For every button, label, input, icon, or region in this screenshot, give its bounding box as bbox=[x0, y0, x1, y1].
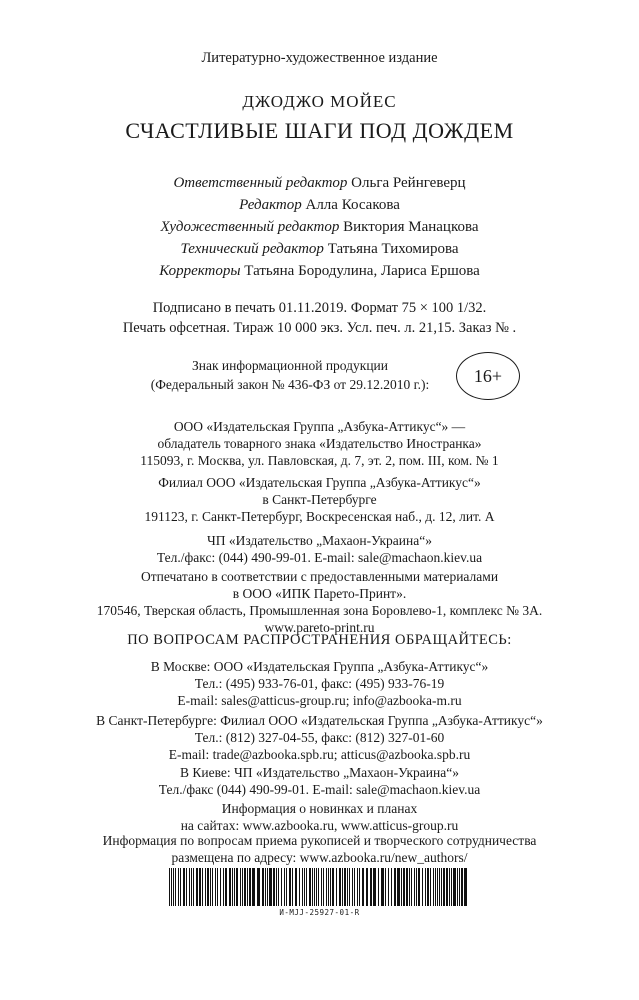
barcode-bar bbox=[220, 868, 221, 906]
barcode-bar bbox=[464, 868, 467, 906]
barcode bbox=[169, 868, 470, 911]
info-sign-line-2: (Федеральный закон № 436-ФЗ от 29.12.2010 г.): bbox=[150, 377, 430, 392]
barcode-bar bbox=[295, 868, 297, 906]
printed-line: в ООО «ИПК Парето-Принт». bbox=[232, 586, 407, 601]
barcode-bar bbox=[178, 868, 179, 906]
barcode-bar bbox=[267, 868, 268, 906]
barcode-bar bbox=[430, 868, 431, 906]
barcode-bar bbox=[191, 868, 192, 906]
book-author: ДЖОДЖО МОЙЕС bbox=[242, 92, 397, 111]
barcode-bar bbox=[451, 868, 452, 906]
moscow-phone: Тел.: (495) 933-76-01, факс: (495) 933-76-19 bbox=[194, 676, 445, 691]
barcode-bar bbox=[229, 868, 231, 906]
barcode-bar bbox=[276, 868, 277, 906]
spb-email: E-mail: trade@azbooka.spb.ru; atticus@azbooka.spb.ru bbox=[168, 747, 471, 762]
staff-role: Художественный редактор bbox=[160, 219, 340, 235]
barcode-bar bbox=[186, 868, 187, 906]
staff-name: Ольга Рейнгеверц bbox=[351, 175, 466, 191]
barcode-bar bbox=[381, 868, 384, 906]
news-sites: на сайтах: www.azbooka.ru, www.atticus-group.ru bbox=[180, 818, 459, 833]
barcode-bar bbox=[180, 868, 181, 906]
barcode-bar bbox=[207, 868, 209, 906]
barcode-bar bbox=[336, 868, 337, 906]
branch-block bbox=[0, 474, 639, 525]
barcode-bar bbox=[352, 868, 353, 906]
barcode-bar bbox=[425, 868, 426, 906]
barcode-bar bbox=[242, 868, 243, 906]
barcode-bar bbox=[199, 868, 201, 906]
barcode-bar bbox=[223, 868, 224, 906]
barcode-bar bbox=[403, 868, 405, 906]
info-sign-label bbox=[140, 356, 440, 394]
distribution-spb bbox=[0, 712, 639, 763]
barcode-bar bbox=[433, 868, 434, 906]
barcode-bar bbox=[234, 868, 235, 906]
barcode-bar bbox=[388, 868, 389, 906]
barcode-bar bbox=[252, 868, 255, 906]
barcode-bar bbox=[205, 868, 206, 906]
staff-role: Технический редактор bbox=[180, 241, 324, 257]
barcode-bar bbox=[443, 868, 445, 906]
barcode-bar bbox=[394, 868, 396, 906]
print-signing bbox=[0, 298, 639, 338]
distribution-kiev bbox=[0, 764, 639, 798]
barcode-bar bbox=[265, 868, 266, 906]
barcode-bar bbox=[247, 868, 248, 906]
edition-type: Литературно-художественное издание bbox=[201, 50, 438, 66]
staff-line bbox=[0, 194, 639, 216]
barcode-bar bbox=[189, 868, 190, 906]
barcode-bar bbox=[321, 868, 322, 906]
barcode-bar bbox=[309, 868, 311, 906]
barcode-bar bbox=[273, 868, 275, 906]
branch-line: в Санкт-Петербурге bbox=[262, 492, 377, 507]
barcode-bar bbox=[289, 868, 291, 906]
barcode-bar bbox=[323, 868, 324, 906]
staff-role: Ответственный редактор bbox=[173, 175, 348, 191]
staff-line bbox=[0, 238, 639, 260]
publisher-address: 115093, г. Москва, ул. Павловская, д. 7, эт. 2, пом. III, ком. № 1 bbox=[140, 453, 499, 468]
moscow-email: E-mail: sales@atticus-group.ru; info@azbooka-m.ru bbox=[177, 693, 462, 708]
barcode-bar bbox=[397, 868, 400, 906]
barcode-bar bbox=[446, 868, 448, 906]
spb-line: В Санкт-Петербурге: Филиал ООО «Издательская Группа „Азбука-Аттикус“» bbox=[96, 713, 543, 728]
barcode-bar bbox=[232, 868, 233, 906]
barcode-bar bbox=[366, 868, 368, 906]
barcode-bar bbox=[281, 868, 282, 906]
kiev-line: В Киеве: ЧП «Издательство „Махаон-Украина“» bbox=[180, 765, 459, 780]
authors-info-line: Информация по вопросам приема рукописей и творческого сотрудничества bbox=[102, 833, 537, 848]
ukraine-line: ЧП «Издательство „Махаон-Украина“» bbox=[207, 533, 432, 548]
barcode-bar bbox=[326, 868, 327, 906]
kiev-contacts: Тел./факс (044) 490-99-01. E-mail: sale@machaon.kiev.ua bbox=[158, 782, 481, 797]
barcode-bar bbox=[236, 868, 238, 906]
printed-block bbox=[0, 568, 639, 636]
branch-address: 191123, г. Санкт-Петербург, Воскресенская наб., д. 12, лит. А bbox=[144, 509, 495, 524]
staff-name: Виктория Манацкова bbox=[343, 219, 479, 235]
barcode-bar bbox=[286, 868, 287, 906]
barcode-bar bbox=[330, 868, 331, 906]
staff-name: Алла Косакова bbox=[305, 197, 400, 213]
ukraine-contacts: Тел./факс: (044) 490-99-01. E-mail: sale@machaon.kiev.ua bbox=[156, 550, 483, 565]
barcode-bar bbox=[406, 868, 408, 906]
staff-name: Татьяна Бородулина, Лариса Ершова bbox=[244, 263, 480, 279]
barcode-bar bbox=[461, 868, 463, 906]
barcode-bar bbox=[304, 868, 305, 906]
barcode-bar bbox=[457, 868, 458, 906]
barcode-bar bbox=[212, 868, 213, 906]
spb-phone: Тел.: (812) 327-04-55, факс: (812) 327-01-60 bbox=[194, 730, 445, 745]
barcode-bar bbox=[284, 868, 285, 906]
barcode-bar bbox=[435, 868, 436, 906]
barcode-bar bbox=[437, 868, 438, 906]
barcode-bar bbox=[373, 868, 376, 906]
barcode-bar bbox=[349, 868, 350, 906]
moscow-line: В Москве: ООО «Издательская Группа „Азбука-Аттикус“» bbox=[150, 659, 489, 674]
barcode-bar bbox=[312, 868, 313, 906]
barcode-bar bbox=[332, 868, 334, 906]
book-title: СЧАСТЛИВЫЕ ШАГИ ПОД ДОЖДЕМ bbox=[125, 118, 514, 143]
barcode-bar bbox=[418, 868, 420, 906]
printed-address: 170546, Тверская область, Промышленная зона Боровлево-1, комплекс № 3А. bbox=[96, 603, 543, 618]
barcode-bar bbox=[342, 868, 343, 906]
barcode-bar bbox=[357, 868, 358, 906]
barcode-icon bbox=[169, 868, 470, 906]
staff-line bbox=[0, 172, 639, 194]
barcode-bar bbox=[292, 868, 293, 906]
barcode-bar bbox=[391, 868, 392, 906]
barcode-bar bbox=[416, 868, 417, 906]
signing-line-1: Подписано в печать 01.11.2019. Формат 75 × 100 1/32. bbox=[152, 300, 487, 316]
barcode-bar bbox=[171, 868, 172, 906]
barcode-bar bbox=[411, 868, 412, 906]
branch-line: Филиал ООО «Издательская Группа „Азбука-Аттикус“» bbox=[158, 475, 481, 490]
staff-role: Редактор bbox=[239, 197, 302, 213]
barcode-bar bbox=[459, 868, 460, 906]
barcode-bar bbox=[175, 868, 176, 906]
barcode-bar bbox=[244, 868, 246, 906]
barcode-bar bbox=[240, 868, 241, 906]
barcode-bar bbox=[359, 868, 360, 906]
barcode-bar bbox=[339, 868, 341, 906]
staff-line bbox=[0, 216, 639, 238]
barcode-bar bbox=[354, 868, 355, 906]
barcode-bar bbox=[302, 868, 303, 906]
barcode-bar bbox=[314, 868, 315, 906]
news-line: Информация о новинках и планах bbox=[221, 801, 418, 816]
info-sign-line-1: Знак информационной продукции bbox=[191, 358, 389, 373]
barcode-bar bbox=[370, 868, 372, 906]
barcode-bar bbox=[210, 868, 211, 906]
barcode-bar bbox=[217, 868, 218, 906]
barcode-bar bbox=[202, 868, 203, 906]
barcode-bar bbox=[318, 868, 319, 906]
staff-role: Корректоры bbox=[159, 263, 241, 279]
barcode-bar bbox=[344, 868, 346, 906]
barcode-bar bbox=[262, 868, 264, 906]
barcode-bar bbox=[249, 868, 251, 906]
barcode-bar bbox=[215, 868, 216, 906]
age-rating-badge: 16+ bbox=[456, 352, 520, 400]
printed-line: Отпечатано в соответствии с предоставленными материалами bbox=[140, 569, 499, 584]
barcode-bar bbox=[193, 868, 194, 906]
barcode-bar bbox=[385, 868, 386, 906]
barcode-bar bbox=[328, 868, 329, 906]
publisher-line: ООО «Издательская Группа „Азбука-Аттикус“» — bbox=[173, 419, 466, 434]
ukraine-block bbox=[0, 532, 639, 566]
authors-info-block bbox=[0, 832, 639, 866]
staff-name: Татьяна Тихомирова bbox=[327, 241, 459, 257]
barcode-bar bbox=[183, 868, 185, 906]
barcode-bar bbox=[414, 868, 415, 906]
barcode-bar bbox=[362, 868, 364, 906]
barcode-bar bbox=[441, 868, 442, 906]
barcode-bar bbox=[378, 868, 379, 906]
signing-line-2: Печать офсетная. Тираж 10 000 экз. Усл. печ. л. 21,15. Заказ № . bbox=[122, 320, 517, 336]
publisher-line: обладатель товарного знака «Издательство Иностранка» bbox=[157, 436, 482, 451]
staff-list bbox=[0, 172, 639, 282]
publisher-block bbox=[0, 418, 639, 469]
barcode-bar bbox=[278, 868, 279, 906]
barcode-bar bbox=[225, 868, 227, 906]
barcode-bar bbox=[449, 868, 450, 906]
barcode-bar bbox=[439, 868, 440, 906]
barcode-bar bbox=[401, 868, 402, 906]
barcode-bar bbox=[173, 868, 174, 906]
barcode-bar bbox=[422, 868, 423, 906]
barcode-bar bbox=[316, 868, 317, 906]
staff-line bbox=[0, 260, 639, 282]
news-block bbox=[0, 800, 639, 834]
barcode-bar bbox=[299, 868, 300, 906]
barcode-bar bbox=[453, 868, 456, 906]
barcode-bar bbox=[169, 868, 170, 906]
distribution-moscow bbox=[0, 658, 639, 709]
barcode-bar bbox=[409, 868, 410, 906]
authors-info-url: размещена по адресу: www.azbooka.ru/new_authors/ bbox=[171, 850, 468, 865]
barcode-bar bbox=[257, 868, 260, 906]
barcode-bar bbox=[196, 868, 198, 906]
barcode-bar bbox=[347, 868, 348, 906]
printer-website: www.pareto-print.ru bbox=[264, 620, 375, 635]
distribution-heading: ПО ВОПРОСАМ РАСПРОСТРАНЕНИЯ ОБРАЩАЙТЕСЬ: bbox=[127, 632, 512, 648]
barcode-bar bbox=[306, 868, 307, 906]
barcode-bar bbox=[269, 868, 272, 906]
barcode-bar bbox=[427, 868, 429, 906]
barcode-number: И-МЈЈ-25927-01-R bbox=[279, 908, 360, 917]
